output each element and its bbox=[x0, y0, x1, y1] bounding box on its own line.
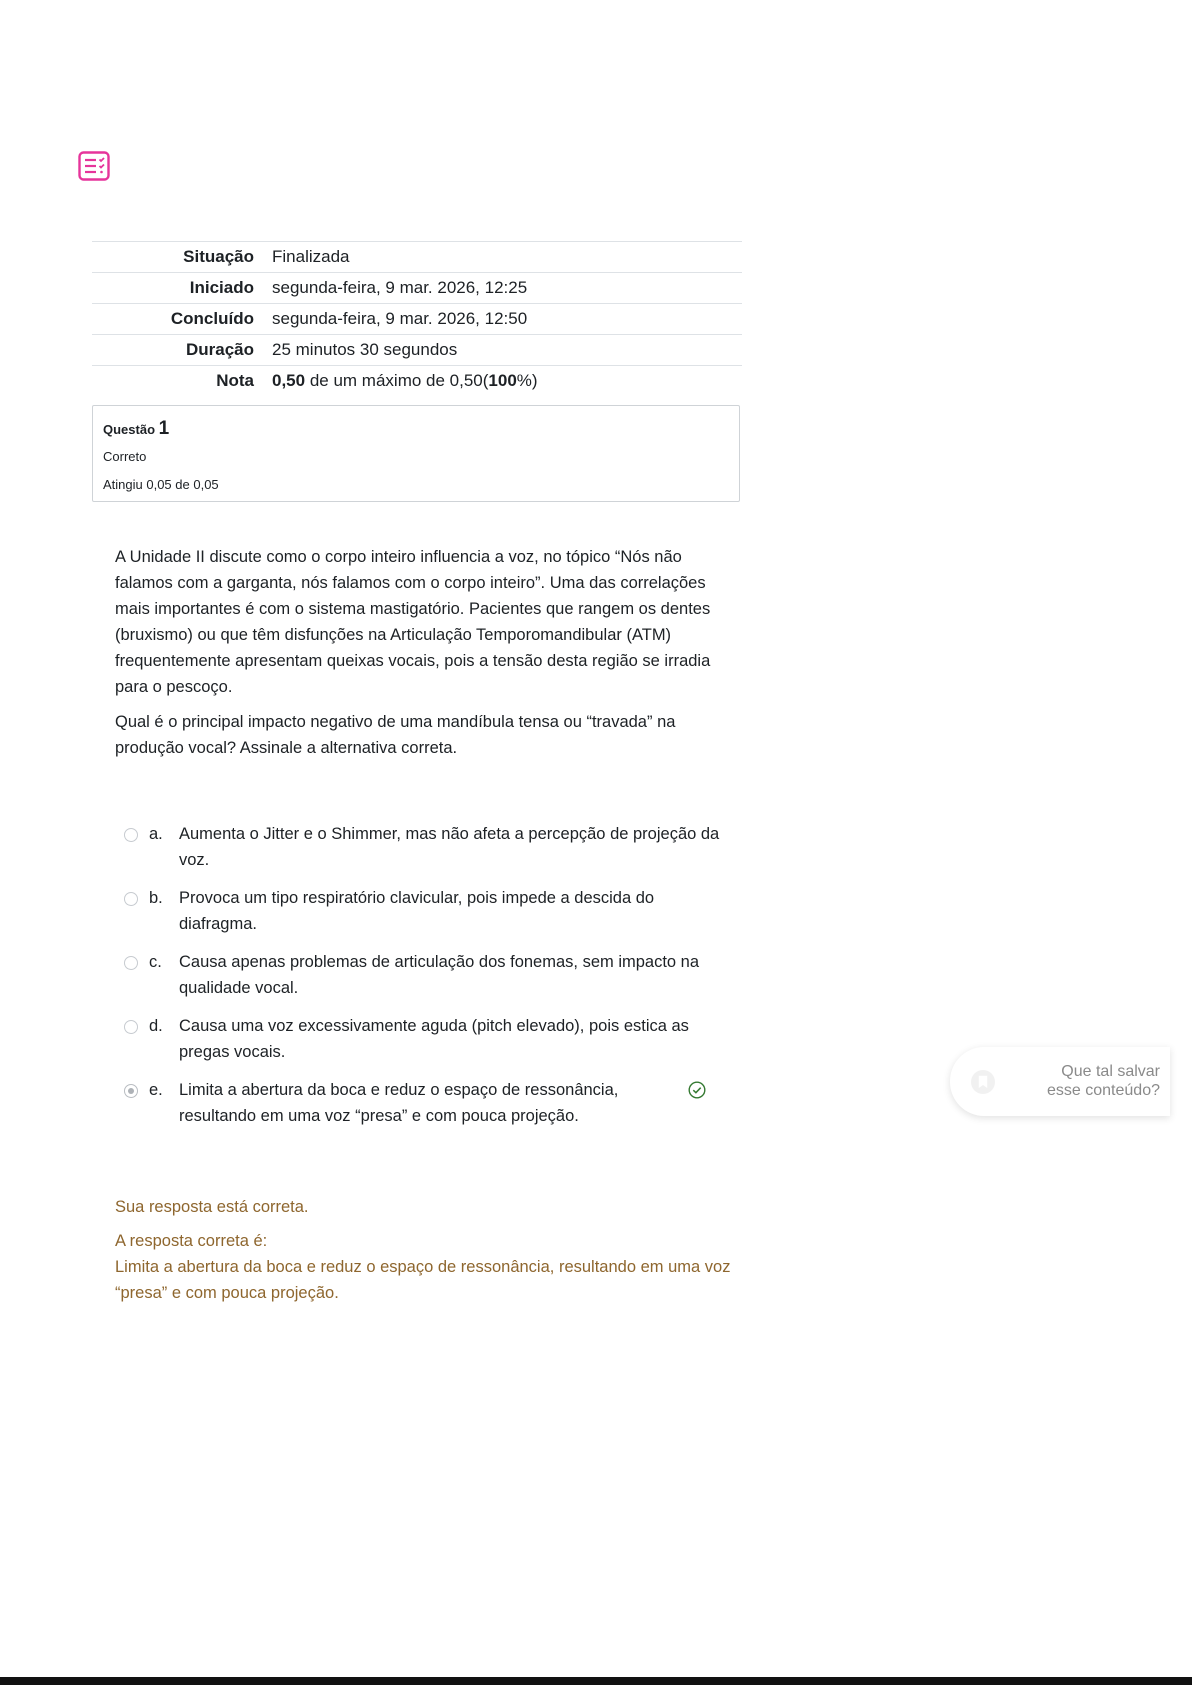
question-prompt: Qual é o principal impacto negativo de uma mandíbula tensa ou “travada” na produção vocal? Assinale a alternativa correta. bbox=[115, 713, 676, 757]
grade-suffix: %) bbox=[516, 371, 538, 390]
option-b[interactable] bbox=[122, 885, 732, 949]
summary-row-completed bbox=[92, 304, 742, 335]
radio-button[interactable] bbox=[124, 1020, 138, 1034]
option-text: Causa uma voz excessivamente aguda (pitch elevado), pois estica as pregas vocais. bbox=[179, 1017, 689, 1061]
question-paragraph: A Unidade II discute como o corpo inteiro influencia a voz, no tópico “Nós não falamos com a garganta, nós falamos com o corpo inteiro”. Uma das correlações mais importantes é com o sistema mastigatório. Pacientes que rangem os dentes (bruxismo) ou que têm disfunções na Articulação Temporomandibular (ATM) frequentemente apresentam queixas vocais, pois a tensão desta região se irradia para o pescoço. bbox=[115, 548, 711, 696]
summary-label: Duração bbox=[185, 340, 254, 359]
question-grade: Atingiu 0,05 de 0,05 bbox=[103, 477, 219, 492]
correct-answer-text: Limita a abertura da boca e reduz o espaço de ressonância, resultando em uma voz “presa” e com pouca projeção. bbox=[115, 1258, 731, 1302]
grade-score: 0,50 bbox=[272, 371, 306, 390]
option-text: Limita a abertura da boca e reduz o espaço de ressonância, resultando em uma voz “presa” e com pouca projeção. bbox=[179, 1081, 619, 1125]
quiz-navigation-icon[interactable] bbox=[78, 151, 110, 181]
save-prompt-line: Que tal salvar bbox=[1061, 1063, 1160, 1080]
summary-grade-value bbox=[262, 366, 742, 397]
summary-row-duration bbox=[92, 335, 742, 366]
radio-button-selected[interactable] bbox=[124, 1084, 138, 1098]
summary-row-grade bbox=[92, 366, 742, 397]
question-number bbox=[103, 418, 729, 440]
grade-middle: de um máximo de 0,50( bbox=[309, 371, 489, 390]
option-letter: b. bbox=[149, 889, 163, 907]
bookmark-icon bbox=[970, 1069, 996, 1095]
save-prompt-text bbox=[1010, 1062, 1160, 1100]
summary-value: segunda-feira, 9 mar. 2026, 12:25 bbox=[272, 278, 528, 297]
summary-label: Situação bbox=[183, 247, 254, 266]
option-text: Causa apenas problemas de articulação dos fonemas, sem impacto na qualidade vocal. bbox=[179, 953, 700, 997]
bottom-edge-bar bbox=[0, 1677, 1192, 1685]
option-a[interactable] bbox=[122, 821, 732, 885]
question-label: Questão bbox=[103, 422, 156, 437]
radio-button[interactable] bbox=[124, 828, 138, 842]
summary-label: Iniciado bbox=[189, 278, 254, 297]
question-number-value: 1 bbox=[158, 418, 170, 439]
summary-row-started bbox=[92, 273, 742, 304]
radio-button[interactable] bbox=[124, 956, 138, 970]
option-e[interactable] bbox=[122, 1077, 732, 1141]
attempt-summary-table bbox=[92, 241, 742, 396]
option-letter: e. bbox=[149, 1081, 163, 1099]
summary-value: segunda-feira, 9 mar. 2026, 12:50 bbox=[272, 309, 528, 328]
option-text: Aumenta o Jitter e o Shimmer, mas não afeta a percepção de projeção da voz. bbox=[179, 825, 720, 869]
answer-options bbox=[122, 821, 732, 1141]
grade-percent: 100 bbox=[488, 371, 517, 390]
save-content-widget[interactable] bbox=[950, 1047, 1170, 1116]
feedback-box bbox=[115, 1194, 735, 1306]
correct-check-icon bbox=[688, 1081, 706, 1099]
option-c[interactable] bbox=[122, 949, 732, 1013]
summary-row-state bbox=[92, 242, 742, 273]
save-prompt-line: esse conteúdo? bbox=[1047, 1082, 1160, 1099]
option-letter: d. bbox=[149, 1017, 163, 1035]
summary-label: Nota bbox=[216, 371, 254, 390]
summary-value: Finalizada bbox=[272, 247, 350, 266]
option-d[interactable] bbox=[122, 1013, 732, 1077]
question-state: Correto bbox=[103, 449, 147, 464]
option-letter: a. bbox=[149, 825, 163, 843]
feedback-result: Sua resposta está correta. bbox=[115, 1198, 309, 1216]
summary-value: 25 minutos 30 segundos bbox=[272, 340, 458, 359]
question-info-box bbox=[92, 405, 740, 502]
question-text bbox=[115, 544, 725, 770]
option-letter: c. bbox=[149, 953, 162, 971]
correct-answer-label: A resposta correta é: bbox=[115, 1232, 268, 1250]
option-text: Provoca um tipo respiratório clavicular, pois impede a descida do diafragma. bbox=[179, 889, 655, 933]
summary-label: Concluído bbox=[170, 309, 254, 328]
radio-button[interactable] bbox=[124, 892, 138, 906]
